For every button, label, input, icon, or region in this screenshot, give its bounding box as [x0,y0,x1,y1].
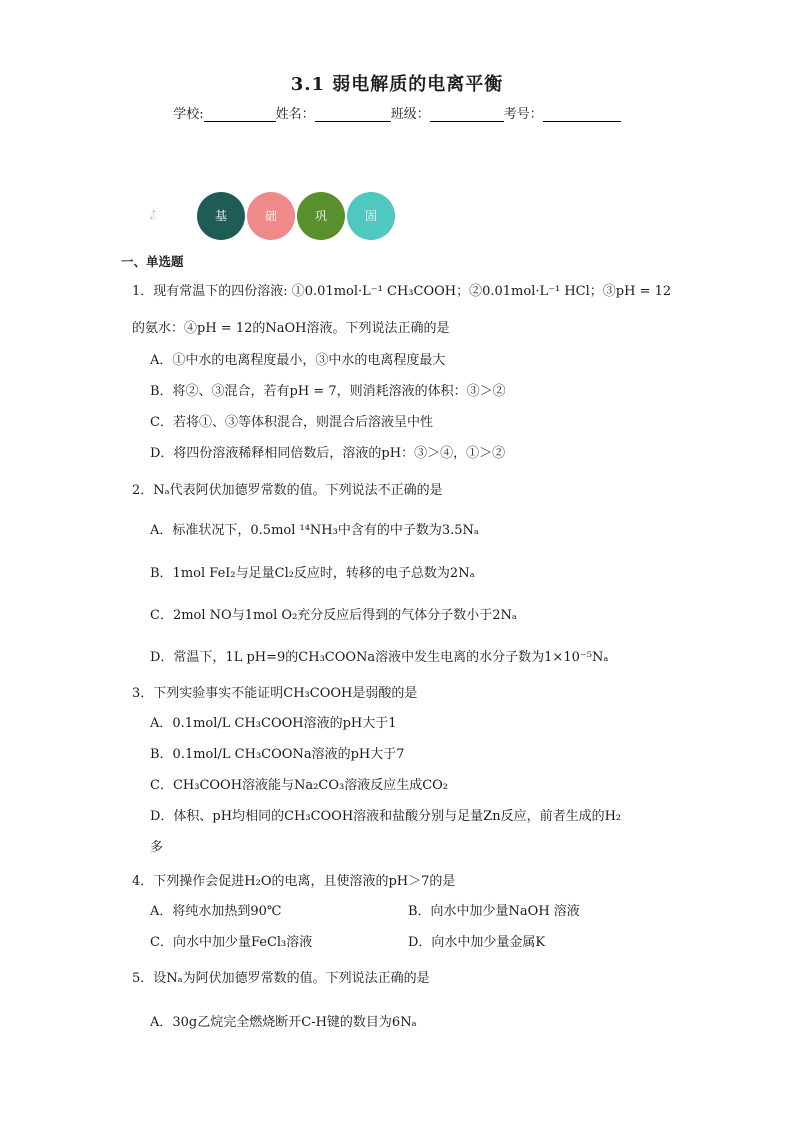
badge-circle-2: 础 [247,192,295,240]
question-3-option-c[interactable]: C．CH₃COOH溶液能与Na₂CO₃溶液反应生成CO₂ [150,778,449,793]
school-label: 学校: [173,107,204,122]
question-1-stem-line-1: 1．现有常温下的四份溶液: ①0.01mol·L⁻¹ CH₃COOH；②0.01mol·L⁻¹ HCl；③pH = 12 [132,284,672,299]
question-3-option-b[interactable]: B．0.1mol/L CH₃COONa溶液的pH大于7 [150,747,405,762]
question-1-stem-line-2: 的氨水：④pH = 12的NaOH溶液。下列说法正确的是 [132,321,450,336]
name-blank[interactable] [315,107,391,122]
question-3-option-d[interactable]: D．体积、pH均相同的CH₃COOH溶液和盐酸分别与足量Zn反应，前者生成的H₂ [150,809,622,824]
school-blank[interactable] [204,107,276,122]
question-2-option-b[interactable]: B．1mol FeI₂与足量Cl₂反应时，转移的电子总数为2Nₐ [150,566,475,581]
question-1-option-a[interactable]: A．①中水的电离程度最小，③中水的电离程度最大 [150,353,446,368]
question-3-stem: 3．下列实验事实不能证明CH₃COOH是弱酸的是 [132,686,418,701]
question-2-option-c[interactable]: C．2mol NO与1mol O₂充分反应后得到的气体分子数小于2Nₐ [150,608,517,623]
badge-circle-3: 巩 [297,192,345,240]
question-1-option-c[interactable]: C．若将①、③等体积混合，则混合后溶液呈中性 [150,415,433,430]
student-info-line [0,103,794,122]
vase-plant-icon [150,180,190,250]
question-4-option-a[interactable]: A．将纯水加热到90℃ [150,904,282,919]
class-label: 班级： [390,107,430,122]
class-blank[interactable] [430,107,504,122]
question-3-option-a[interactable]: A．0.1mol/L CH₃COOH溶液的pH大于1 [150,716,397,731]
section-title: 一、单选题 [121,254,184,269]
question-1-option-d[interactable]: D．将四份溶液稀释相同倍数后，溶液的pH：③＞④，①＞② [150,446,506,461]
name-label: 姓名： [275,107,315,122]
exam-no-label: 考号： [503,107,543,122]
exam-no-blank[interactable] [543,107,621,122]
badge-circle-4: 固 [347,192,395,240]
question-1-option-b[interactable]: B．将②、③混合，若有pH = 7，则消耗溶液的体积：③＞② [150,384,506,399]
question-4-option-b[interactable]: B．向水中加少量NaOH 溶液 [408,904,580,919]
question-4-stem: 4．下列操作会促进H₂O的电离，且使溶液的pH＞7的是 [132,874,456,889]
badge-circle-1: 基 [197,192,245,240]
question-5-stem: 5．设Nₐ为阿伏加德罗常数的值。下列说法正确的是 [132,971,430,986]
question-4-option-d[interactable]: D．向水中加少量金属K [408,935,546,950]
question-2-option-a[interactable]: A．标准状况下，0.5mol ¹⁴NH₃中含有的中子数为3.5Nₐ [150,523,479,538]
question-2-option-d[interactable]: D．常温下，1L pH=9的CH₃COONa溶液中发生电离的水分子数为1×10⁻⁵Nₐ [150,650,609,665]
question-4-option-c[interactable]: C．向水中加少量FeCl₃溶液 [150,935,313,950]
question-5-option-a[interactable]: A．30g乙烷完全燃烧断开C-H键的数目为6Nₐ [150,1015,417,1030]
question-2-stem: 2．Nₐ代表阿伏加德罗常数的值。下列说法不正确的是 [132,483,443,498]
question-3-option-d-continued: 多 [150,840,164,855]
page-title: 3.1 弱电解质的电离平衡 [290,74,504,95]
